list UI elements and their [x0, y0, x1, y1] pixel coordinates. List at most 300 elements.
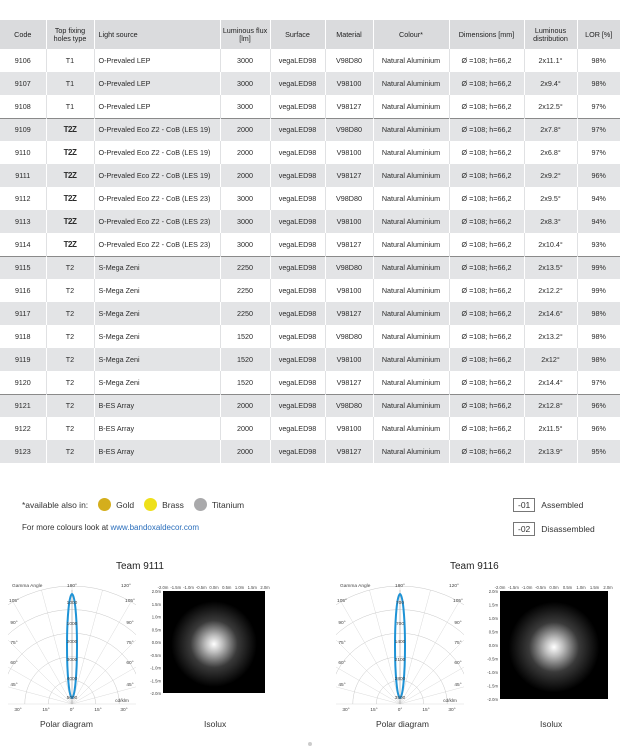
- cell-holes: T2: [46, 348, 94, 371]
- cell-flux: 2000: [220, 164, 270, 187]
- cell-dist: 2x7.8°: [524, 118, 577, 141]
- cell-dist: 2x9.5°: [524, 187, 577, 210]
- cell-lor: 94%: [591, 194, 606, 203]
- cell-code: 9121: [0, 394, 46, 417]
- cell-material: V98D80: [325, 118, 373, 141]
- table-header-row: [0, 20, 620, 49]
- cell-material: V98127: [325, 95, 373, 118]
- cell-colour: Natural Aluminium: [373, 187, 449, 210]
- table-row: [0, 72, 620, 95]
- angle-label: 75°: [454, 641, 462, 646]
- cell-flux: 3000: [220, 49, 270, 72]
- cell-dim: Ø =108; h=66,2: [449, 325, 524, 348]
- cell-lor: 99%: [577, 256, 620, 279]
- angle-label: 60°: [10, 661, 18, 666]
- cell-code: 9113: [0, 210, 46, 233]
- angle-label: 30°: [14, 708, 22, 712]
- cell-surface: vegaLED98: [270, 95, 325, 118]
- cell-dist: 2x14.6°: [524, 302, 577, 325]
- angle-label: 30°: [120, 708, 128, 712]
- cell-code: 9115: [0, 256, 46, 279]
- cell-flux: 2000: [220, 394, 270, 417]
- cell-surface: vegaLED98: [270, 417, 325, 440]
- cell-code: 9122: [0, 417, 46, 440]
- cell-source: O-Prevaled LEP: [94, 49, 220, 72]
- cell-material: V98D80: [325, 394, 373, 417]
- cell-dim: Ø =108; h=66,2: [449, 394, 524, 417]
- cell-code: 9114: [0, 233, 46, 256]
- cell-holes: T2Z: [46, 233, 94, 256]
- cell-flux: 2250: [220, 256, 270, 279]
- col-header: Luminous distribution: [524, 20, 577, 49]
- ring-value: 700: [395, 622, 405, 627]
- table-row: [0, 164, 620, 187]
- cell-lor: 98%: [591, 56, 606, 65]
- polar-diagram: [336, 580, 464, 712]
- y-tick-label: -1.0m: [487, 670, 498, 675]
- angle-label: 60°: [338, 661, 346, 666]
- cell-dist: 2x6.8°: [524, 141, 577, 164]
- cell-lor: 97%: [577, 118, 620, 141]
- table-row: [0, 210, 620, 233]
- cell-flux: 1520: [220, 371, 270, 394]
- cell-lor: 96%: [577, 394, 620, 417]
- cell-source: S-Mega Zeni: [94, 279, 220, 302]
- x-tick-label: 0.0m: [549, 585, 559, 590]
- ring-value: 3000: [66, 658, 78, 663]
- cell-dim: Ø =108; h=66,2: [449, 210, 524, 233]
- cell-material: V98100: [325, 141, 373, 164]
- cell-colour: Natural Aluminium: [373, 164, 449, 187]
- y-tick-label: -0.5m: [150, 652, 161, 658]
- angle-label: 60°: [454, 661, 462, 666]
- cell-colour: Natural Aluminium: [373, 325, 449, 348]
- cell-colour: Natural Aluminium: [373, 348, 449, 371]
- y-tick-label: 2.0m: [488, 589, 498, 594]
- angle-label: 0°: [397, 708, 403, 712]
- ring-value: 3500: [394, 696, 406, 701]
- table-row: [0, 233, 620, 256]
- y-tick-label: -1.0m: [150, 665, 161, 671]
- table-row: [0, 95, 620, 118]
- angle-label: 45°: [10, 683, 18, 688]
- angle-label: 0°: [69, 708, 75, 712]
- cell-dim: Ø =108; h=66,2: [449, 233, 524, 256]
- more-colours-text: For more colours look at: [22, 523, 111, 532]
- angle-label: 90°: [10, 621, 18, 626]
- cell-flux: 2000: [220, 417, 270, 440]
- cell-lor: 94%: [577, 210, 620, 233]
- cell-lor: 97%: [591, 377, 606, 387]
- cell-colour: Natural Aluminium: [373, 233, 449, 256]
- polar-diagram: [8, 580, 136, 712]
- col-header: LOR [%]: [577, 20, 620, 49]
- cell-flux: 2250: [220, 302, 270, 325]
- angle-label: 60°: [126, 661, 134, 666]
- x-tick-label: -1.5m: [170, 585, 182, 590]
- angle-label: 90°: [126, 621, 134, 626]
- cell-surface: vegaLED98: [270, 210, 325, 233]
- y-tick-label: 1.5m: [488, 602, 498, 608]
- colour-label: Gold: [116, 499, 135, 510]
- x-tick-label: -2.0m: [157, 585, 169, 590]
- cell-code: 9106: [0, 49, 46, 72]
- cell-code: 9120: [0, 371, 46, 394]
- table-row: [0, 417, 620, 440]
- x-tick-label: -1.5m: [508, 585, 519, 590]
- cell-dim: Ø =108; h=66,2: [449, 118, 524, 141]
- assembled-label: Assembled: [541, 500, 584, 510]
- cell-code: 9111: [0, 164, 46, 187]
- cell-dim: Ø =108; h=66,2: [449, 440, 524, 463]
- cell-source: O-Prevaled Eco Z2 - CoB (LES 19): [94, 141, 220, 164]
- cell-dist: 2x9.2°: [524, 164, 577, 187]
- angle-label: 15°: [370, 708, 378, 712]
- cell-source: O-Prevaled Eco Z2 - CoB (LES 23): [94, 187, 220, 210]
- unit-label: cd/klm: [115, 699, 129, 704]
- disassembled-label: Disassembled: [541, 524, 595, 534]
- x-tick-label: -1.0m: [521, 585, 533, 590]
- cell-dist: 2x14.4°: [524, 371, 577, 394]
- angle-label: 180°: [395, 584, 405, 589]
- cell-surface: vegaLED98: [270, 187, 325, 210]
- cell-dim: Ø =108; h=66,2: [449, 141, 524, 164]
- ring-value: 1000: [66, 622, 78, 627]
- cell-colour: Natural Aluminium: [373, 49, 449, 72]
- cell-material: V98D80: [325, 325, 373, 348]
- angle-label: 45°: [454, 683, 462, 688]
- angle-label: 75°: [10, 641, 18, 646]
- cell-dist: 2x12.8°: [524, 394, 577, 417]
- cell-colour: Natural Aluminium: [373, 440, 449, 463]
- angle-label: 105°: [337, 599, 347, 604]
- col-header: Code: [0, 20, 46, 49]
- ring-value: 1000: [66, 601, 78, 606]
- col-header: Dimensions [mm]: [449, 20, 524, 49]
- x-tick-label: 1.0m: [234, 585, 245, 590]
- cell-dist: 2x12°: [524, 348, 577, 371]
- cell-source: B-ES Array: [94, 417, 220, 440]
- col-header: Colour*: [373, 20, 449, 49]
- angle-label: 15°: [42, 708, 50, 712]
- cell-holes: T2Z: [46, 118, 94, 141]
- colour-label: Titanium: [211, 499, 245, 510]
- table-row: [0, 440, 620, 463]
- cell-colour: Natural Aluminium: [373, 394, 449, 417]
- cell-holes: T2: [46, 302, 94, 325]
- cell-holes: T2: [46, 325, 94, 348]
- colours-intro: *available also in:: [22, 499, 89, 510]
- cell-holes: T2Z: [46, 141, 94, 164]
- cell-dist: 2x13.2°: [524, 325, 577, 348]
- table-row: [0, 118, 620, 141]
- cell-lor: 98%: [591, 332, 606, 341]
- col-header: Luminous flux [lm]: [220, 20, 270, 49]
- cell-material: V98100: [325, 210, 373, 233]
- angle-label: 75°: [126, 641, 134, 646]
- cell-holes: T1: [46, 49, 94, 72]
- ring-value: 1400: [394, 640, 406, 645]
- cell-surface: vegaLED98: [270, 348, 325, 371]
- cell-dim: Ø =108; h=66,2: [449, 49, 524, 72]
- gamma-angle-label: Gamma Angle: [12, 584, 43, 589]
- angle-label: 30°: [448, 708, 456, 712]
- col-header: Surface: [270, 20, 325, 49]
- angle-label: 75°: [338, 641, 346, 646]
- cell-lor: 98%: [577, 348, 620, 371]
- assembled-option: [513, 498, 583, 512]
- cell-dim: Ø =108; h=66,2: [449, 164, 524, 187]
- cell-lor: 99%: [591, 286, 606, 295]
- cell-material: V98100: [325, 72, 373, 95]
- x-tick-label: 2.0m: [260, 585, 270, 590]
- cell-material: V98127: [325, 302, 373, 325]
- cell-lor: 98%: [577, 72, 620, 95]
- titanium-swatch: [194, 498, 207, 511]
- col-header: Material: [325, 20, 373, 49]
- cell-surface: vegaLED98: [270, 141, 325, 164]
- cell-dim: Ø =108; h=66,2: [449, 371, 524, 394]
- cell-source: S-Mega Zeni: [94, 325, 220, 348]
- cell-surface: vegaLED98: [270, 440, 325, 463]
- table-row: [0, 141, 620, 164]
- cell-dist: 2x12.2°: [524, 279, 577, 302]
- table-row: [0, 371, 620, 394]
- cell-holes: T2Z: [46, 187, 94, 210]
- cell-colour: Natural Aluminium: [373, 210, 449, 233]
- x-tick-label: 0.5m: [562, 585, 573, 590]
- x-tick-label: -0.5m: [195, 585, 207, 590]
- cell-dim: Ø =108; h=66,2: [449, 302, 524, 325]
- y-tick-label: 1.0m: [488, 616, 498, 621]
- angle-label: 45°: [126, 683, 134, 688]
- cell-dist: 2x11.5°: [524, 417, 577, 440]
- cell-dist: 2x11.1°: [524, 49, 577, 72]
- assembled-code: -01: [513, 498, 535, 512]
- cell-source: S-Mega Zeni: [94, 302, 220, 325]
- cell-material: V98D80: [325, 256, 373, 279]
- team-title: Team 9111: [116, 561, 164, 572]
- cell-holes: T2: [46, 417, 94, 440]
- angle-label: 105°: [453, 599, 463, 604]
- cell-source: B-ES Array: [94, 440, 220, 463]
- cell-holes: T2: [46, 371, 94, 394]
- cell-lor: 97%: [591, 148, 606, 157]
- cell-code: 9117: [0, 302, 46, 325]
- cell-code: 9118: [0, 325, 46, 348]
- cell-flux: 2250: [220, 279, 270, 302]
- cell-lor: 93%: [591, 239, 606, 249]
- cell-dim: Ø =108; h=66,2: [449, 279, 524, 302]
- cell-holes: T1: [46, 95, 94, 118]
- cell-code: 9107: [0, 72, 46, 95]
- cell-surface: vegaLED98: [270, 233, 325, 256]
- angle-label: 45°: [338, 683, 346, 688]
- cell-dim: Ø =108; h=66,2: [449, 95, 524, 118]
- cell-dim: Ø =108; h=66,2: [449, 417, 524, 440]
- ring-value: 2100: [394, 658, 406, 663]
- cell-material: V98D80: [325, 49, 373, 72]
- gold-swatch: [98, 498, 111, 511]
- cell-flux: 1520: [220, 348, 270, 371]
- ring-value: 2000: [66, 640, 78, 645]
- cell-colour: Natural Aluminium: [373, 256, 449, 279]
- angle-label: 105°: [125, 599, 135, 604]
- polar-diagram-label: Polar diagram: [40, 719, 93, 729]
- y-tick-label: 0.5m: [151, 627, 161, 633]
- x-tick-label: -1.0m: [183, 585, 194, 590]
- gamma-angle-label: Gamma Angle: [340, 584, 371, 589]
- cell-surface: vegaLED98: [270, 164, 325, 187]
- cell-lor: 96%: [577, 164, 620, 187]
- table-row: [0, 302, 620, 325]
- cell-dist: 2x10.4°: [524, 233, 577, 256]
- cell-code: 9109: [0, 118, 46, 141]
- cell-flux: 1520: [220, 325, 270, 348]
- cell-flux: 2000: [220, 440, 270, 463]
- cell-surface: vegaLED98: [270, 118, 325, 141]
- cell-code: 9119: [0, 348, 46, 371]
- y-tick-label: 0.0m: [151, 640, 161, 645]
- cell-holes: T2: [46, 440, 94, 463]
- cell-surface: vegaLED98: [270, 256, 325, 279]
- more-colours-note: [22, 523, 199, 532]
- cell-colour: Natural Aluminium: [373, 371, 449, 394]
- cell-colour: Natural Aluminium: [373, 118, 449, 141]
- cell-source: O-Prevaled LEP: [94, 72, 220, 95]
- cell-surface: vegaLED98: [270, 302, 325, 325]
- cell-code: 9116: [0, 279, 46, 302]
- isolux-label: Isolux: [204, 719, 227, 729]
- angle-label: 180°: [67, 584, 77, 589]
- cell-source: O-Prevaled LEP: [94, 95, 220, 118]
- y-tick-label: 1.5m: [151, 601, 161, 607]
- y-tick-label: -1.5m: [150, 678, 161, 684]
- cell-holes: T2Z: [46, 164, 94, 187]
- cell-holes: T2: [46, 256, 94, 279]
- cell-flux: 3000: [220, 187, 270, 210]
- colour-options: [22, 498, 244, 511]
- angle-label: 30°: [342, 708, 350, 712]
- x-tick-label: -2.0m: [494, 585, 506, 590]
- cell-colour: Natural Aluminium: [373, 279, 449, 302]
- cell-colour: Natural Aluminium: [373, 95, 449, 118]
- table-row: [0, 394, 620, 417]
- x-tick-label: -0.5m: [535, 585, 546, 590]
- isolux-label: Isolux: [540, 719, 563, 729]
- cell-surface: vegaLED98: [270, 394, 325, 417]
- cell-holes: T2: [46, 279, 94, 302]
- y-tick-label: 1.0m: [151, 614, 161, 620]
- colour-label: Brass: [162, 499, 184, 510]
- cell-code: 9112: [0, 187, 46, 210]
- cell-dim: Ø =108; h=66,2: [449, 348, 524, 371]
- cell-material: V98127: [325, 164, 373, 187]
- isolux-glow: [171, 601, 257, 687]
- y-tick-label: -0.5m: [487, 656, 498, 662]
- brass-swatch: [144, 498, 157, 511]
- cell-flux: 2000: [220, 118, 270, 141]
- x-tick-label: 1.5m: [247, 585, 257, 590]
- x-tick-label: 2.0m: [603, 585, 613, 590]
- cell-source: O-Prevaled Eco Z2 - CoB (LES 23): [94, 233, 220, 256]
- cell-holes: T2Z: [46, 210, 94, 233]
- ring-value: 2800: [394, 677, 406, 682]
- cell-surface: vegaLED98: [270, 325, 325, 348]
- cell-source: O-Prevaled Eco Z2 - CoB (LES 19): [94, 118, 220, 141]
- table-row: [0, 187, 620, 210]
- y-tick-label: -2.0m: [487, 697, 498, 702]
- y-tick-label: 2.0m: [151, 589, 161, 594]
- cell-dim: Ø =108; h=66,2: [449, 256, 524, 279]
- unit-label: cd/klm: [443, 699, 457, 704]
- cell-dist: 2x13.5°: [524, 256, 577, 279]
- cell-lor: 98%: [577, 302, 620, 325]
- ring-value: 5000: [66, 696, 78, 701]
- cell-flux: 3000: [220, 72, 270, 95]
- team-title: Team 9116: [450, 561, 499, 572]
- cell-surface: vegaLED98: [270, 371, 325, 394]
- disassembled-code: -02: [513, 522, 535, 536]
- isolux-diagram: [143, 583, 293, 713]
- cell-material: V98127: [325, 440, 373, 463]
- website-link[interactable]: www.bandoxaldecor.com: [110, 523, 199, 532]
- col-header: Light source: [94, 20, 220, 49]
- cell-source: S-Mega Zeni: [94, 371, 220, 394]
- cell-material: V98100: [325, 279, 373, 302]
- cell-dist: 2x13.9°: [524, 440, 577, 463]
- cell-colour: Natural Aluminium: [373, 72, 449, 95]
- ring-value: 700: [395, 601, 405, 606]
- cell-surface: vegaLED98: [270, 49, 325, 72]
- cell-flux: 3000: [220, 233, 270, 256]
- cell-code: 9123: [0, 440, 46, 463]
- cell-material: V98100: [325, 417, 373, 440]
- cell-flux: 2000: [220, 141, 270, 164]
- polar-diagram-label: Polar diagram: [376, 719, 429, 729]
- cell-dist: 2x8.3°: [524, 210, 577, 233]
- cell-holes: T1: [46, 72, 94, 95]
- cell-lor: 97%: [591, 101, 606, 111]
- cell-source: S-Mega Zeni: [94, 256, 220, 279]
- cell-flux: 3000: [220, 95, 270, 118]
- angle-label: 105°: [9, 599, 19, 604]
- cell-source: S-Mega Zeni: [94, 348, 220, 371]
- ring-value: 4000: [66, 677, 78, 682]
- cell-colour: Natural Aluminium: [373, 417, 449, 440]
- table-row: [0, 348, 620, 371]
- page-marker: [308, 742, 312, 746]
- x-tick-label: 1.0m: [576, 585, 586, 590]
- table-row: [0, 49, 620, 72]
- table-row: [0, 279, 620, 302]
- cell-code: 9108: [0, 95, 46, 118]
- y-tick-label: 0.5m: [488, 629, 498, 635]
- angle-label: 15°: [94, 708, 102, 712]
- table-row: [0, 325, 620, 348]
- table-body: [0, 49, 620, 463]
- cell-dist: 2x9.4°: [524, 72, 577, 95]
- cell-surface: vegaLED98: [270, 72, 325, 95]
- cell-dist: 2x12.5°: [524, 95, 577, 118]
- cell-surface: vegaLED98: [270, 279, 325, 302]
- angle-label: 15°: [422, 708, 430, 712]
- cell-material: V98D80: [325, 187, 373, 210]
- table-row: [0, 256, 620, 279]
- cell-source: O-Prevaled Eco Z2 - CoB (LES 19): [94, 164, 220, 187]
- x-tick-label: 0.5m: [222, 585, 232, 590]
- cell-lor: 96%: [591, 424, 606, 433]
